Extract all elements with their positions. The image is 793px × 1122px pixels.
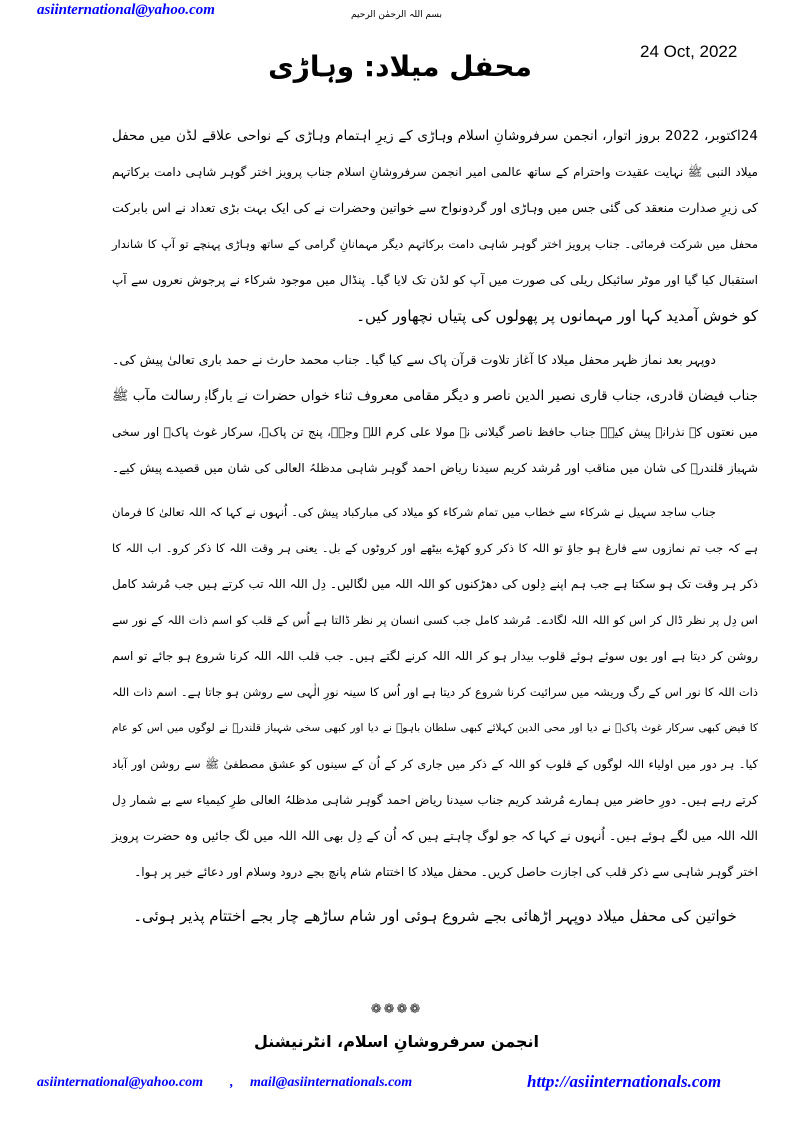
footer-email-link[interactable]: asiinternational@yahoo.com xyxy=(37,1075,204,1090)
text-line: خواتین کی محفل میلاد دوپہر اڑھائی بجے شروع ہوئی اور شام ساڑھے چار بجے اختتام پذیر ہوئی۔ xyxy=(133,907,737,925)
text-line: دوپہر بعد نماز ظہر محفل میلاد کا آغاز تلاوت قرآن پاک سے کیا گیا۔ جناب محمد حارث نے حمد باری تعالیٰ پیش کی۔ xyxy=(112,352,716,367)
paragraph-1 xyxy=(112,118,758,334)
bismillah: بسم اللہ الرحمٰن الرحیم xyxy=(351,10,442,20)
text-line: استقبال کیا گیا اور موٹر سائیکل ریلی کی صورت میں آپ کو لڈن تک لایا گیا۔ پنڈال میں موجود شرکاء نے پرجوش نعروں سے آپ xyxy=(112,273,758,287)
text-line: میلاد النبی ﷺ نہایت عقیدت واحترام کے ساتھ عالمی امیر انجمن سرفروشانِ اسلام جناب پرویز اختر گوہر شاہی دامت برکاتہم xyxy=(112,165,758,179)
organization-name: انجمن سرفروشانِ اسلام، انٹرنیشنل xyxy=(253,1032,540,1051)
article-date: 24 Oct, 2022 xyxy=(640,42,738,61)
text-line: کیا۔ ہر دور میں اولیاء اللہ لوگوں کے قلوب کو اللہ کے ذکر میں جاری کر کے اُن کے سینوں کو عشق مصطفیٰ ﷺ سے روشن اور آباد xyxy=(112,757,758,771)
text-line: جناب ساجد سہیل نے شرکاء سے خطاب میں تمام شرکاء کو میلاد کی مبارکباد پیش کی۔ اُنہوں نے کہا کہ اللہ تعالیٰ کا فرمان xyxy=(112,505,716,519)
ornament-divider: ❁❁❁❁ xyxy=(370,1002,423,1017)
paragraph-2 xyxy=(112,342,758,486)
text-line: کا فیض کبھی سرکار غوث پاکؓ نے دیا اور محی الدین کہلائے کبھی سلطان باہوؒ نے دیا اور کبھی سخی شہباز قلندرؒ نے لوگوں میں اس کو عام xyxy=(112,722,758,734)
text-line: شہباز قلندرؒ کی شان میں مناقب اور مُرشد کریم سیدنا ریاض احمد گوہر شاہی مدظلہُ العالی کی شان میں قصیدے پیش کیے۔ xyxy=(112,461,758,475)
text-line: کرتے رہے ہیں۔ دورِ حاضر میں ہمارے مُرشد کریم جناب سیدنا ریاض احمد گوہر شاہی مدظلہُ العالی طرِ کیمیاء سے بے شمار دِل xyxy=(112,793,758,807)
text-line: ذات اللہ کا نور اس کے رگ وریشہ میں سرائیت کرنا شروع کر دیتا ہے اور اُس کا سینہ نورِ الٰہی سے روشن ہو جاتا ہے۔ اسم ذات اللہ xyxy=(112,685,758,699)
text-line: اس دِل پر نظر ڈال کر اس کو اللہ اللہ لگادے۔ مُرشد کامل جب کسی انسان پر نظر ڈالتا ہے اُس کے قلب کو اسم ذات اللہ کے نور سے xyxy=(112,613,758,627)
page-title: محفل میلاد: وہاڑی xyxy=(268,50,532,83)
footer-website-link[interactable]: http://asiinternationals.com xyxy=(527,1072,722,1091)
text-line: 24اکتوبر، 2022 بروز اتوار، انجمن سرفروشانِ اسلام وہاڑی کے زیرِ اہتمام وہاڑی کے نواحی علاقے لڈن میں محفل xyxy=(112,128,758,144)
text-line: کو خوش آمدید کہا اور مہمانوں پر پھولوں کی پتیاں نچھاور کیں۔ xyxy=(356,307,758,325)
article-body xyxy=(112,118,758,942)
text-line: محفل میں شرکت فرمائی۔ جناب پرویز اختر گوہر شاہی دامت برکاتہم دیگر مہمانانِ گرامی کے ساتھ وہاڑی پہنچے تو آپ کا شاندار xyxy=(112,237,758,251)
paragraph-4 xyxy=(112,898,758,934)
text-line: میں نعتوں کے نذرانے پیش کیے۔ جناب حافظ ناصر گیلانی نے مولا علی کرم اللہ وجہہ، پنج تن پاکؑ، سرکار غوث پاکؓ اور سخی xyxy=(112,425,759,439)
text-line: جناب فیضان قادری، جناب قاری نصیر الدین ناصر و دیگر مقامی معروف ثناء خواں حضرات نے بارگاہِ رسالت مآب ﷺ xyxy=(112,388,758,404)
text-line: روشن کر دیتا ہے اور یوں سوئے ہوئے قلوب بیدار ہو کر اللہ اللہ کرنے لگتے ہیں۔ جب قلب اللہ اللہ کرنا شروع ہو جائے تو اسم xyxy=(112,649,758,663)
paragraph-3 xyxy=(112,494,758,890)
header-email-link[interactable]: asiinternational@yahoo.com xyxy=(37,2,215,18)
text-line: کی زیرِ صدارت منعقد کی گئی جس میں وہاڑی اور گردونواح سے خواتین وحضرات نے کی ایک بہت بڑی تعداد نے اس بابرکت xyxy=(112,200,758,215)
text-line: اللہ اللہ میں لگے ہوئے ہیں۔ اُنہوں نے کہا کہ جو لوگ چاہتے ہیں کہ اُن کے دِل بھی اللہ اللہ میں لگ جائیں وہ حضرت پرویز xyxy=(112,828,758,843)
text-line: ہے کہ جب تم نمازوں سے فارغ ہو جاؤ تو اللہ کا ذکر کرو کھڑے بیٹھے اور کروٹوں کے بل۔ یعنی ہر وقت اللہ کا ذکر کرو۔ اب اللہ کا xyxy=(112,541,758,555)
footer-mail-link[interactable]: mail@asiinternationals.com xyxy=(250,1075,413,1090)
text-line: ذکر ہر وقت تک ہو سکتا ہے جب ہم اپنے دِلوں کی دھڑکنوں کو اللہ اللہ میں لگالیں۔ دِل اللہ اللہ تب کرتے ہیں جب مُرشد کامل xyxy=(112,577,758,591)
footer-separator: , xyxy=(230,1075,234,1090)
text-line: اختر گوہر شاہی سے ذکر قلب کی اجازت حاصل کریں۔ محفل میلاد کا اختتام شام پانچ بجے درود وسلام اور دعائے خیر پر ہوا۔ xyxy=(134,865,758,879)
